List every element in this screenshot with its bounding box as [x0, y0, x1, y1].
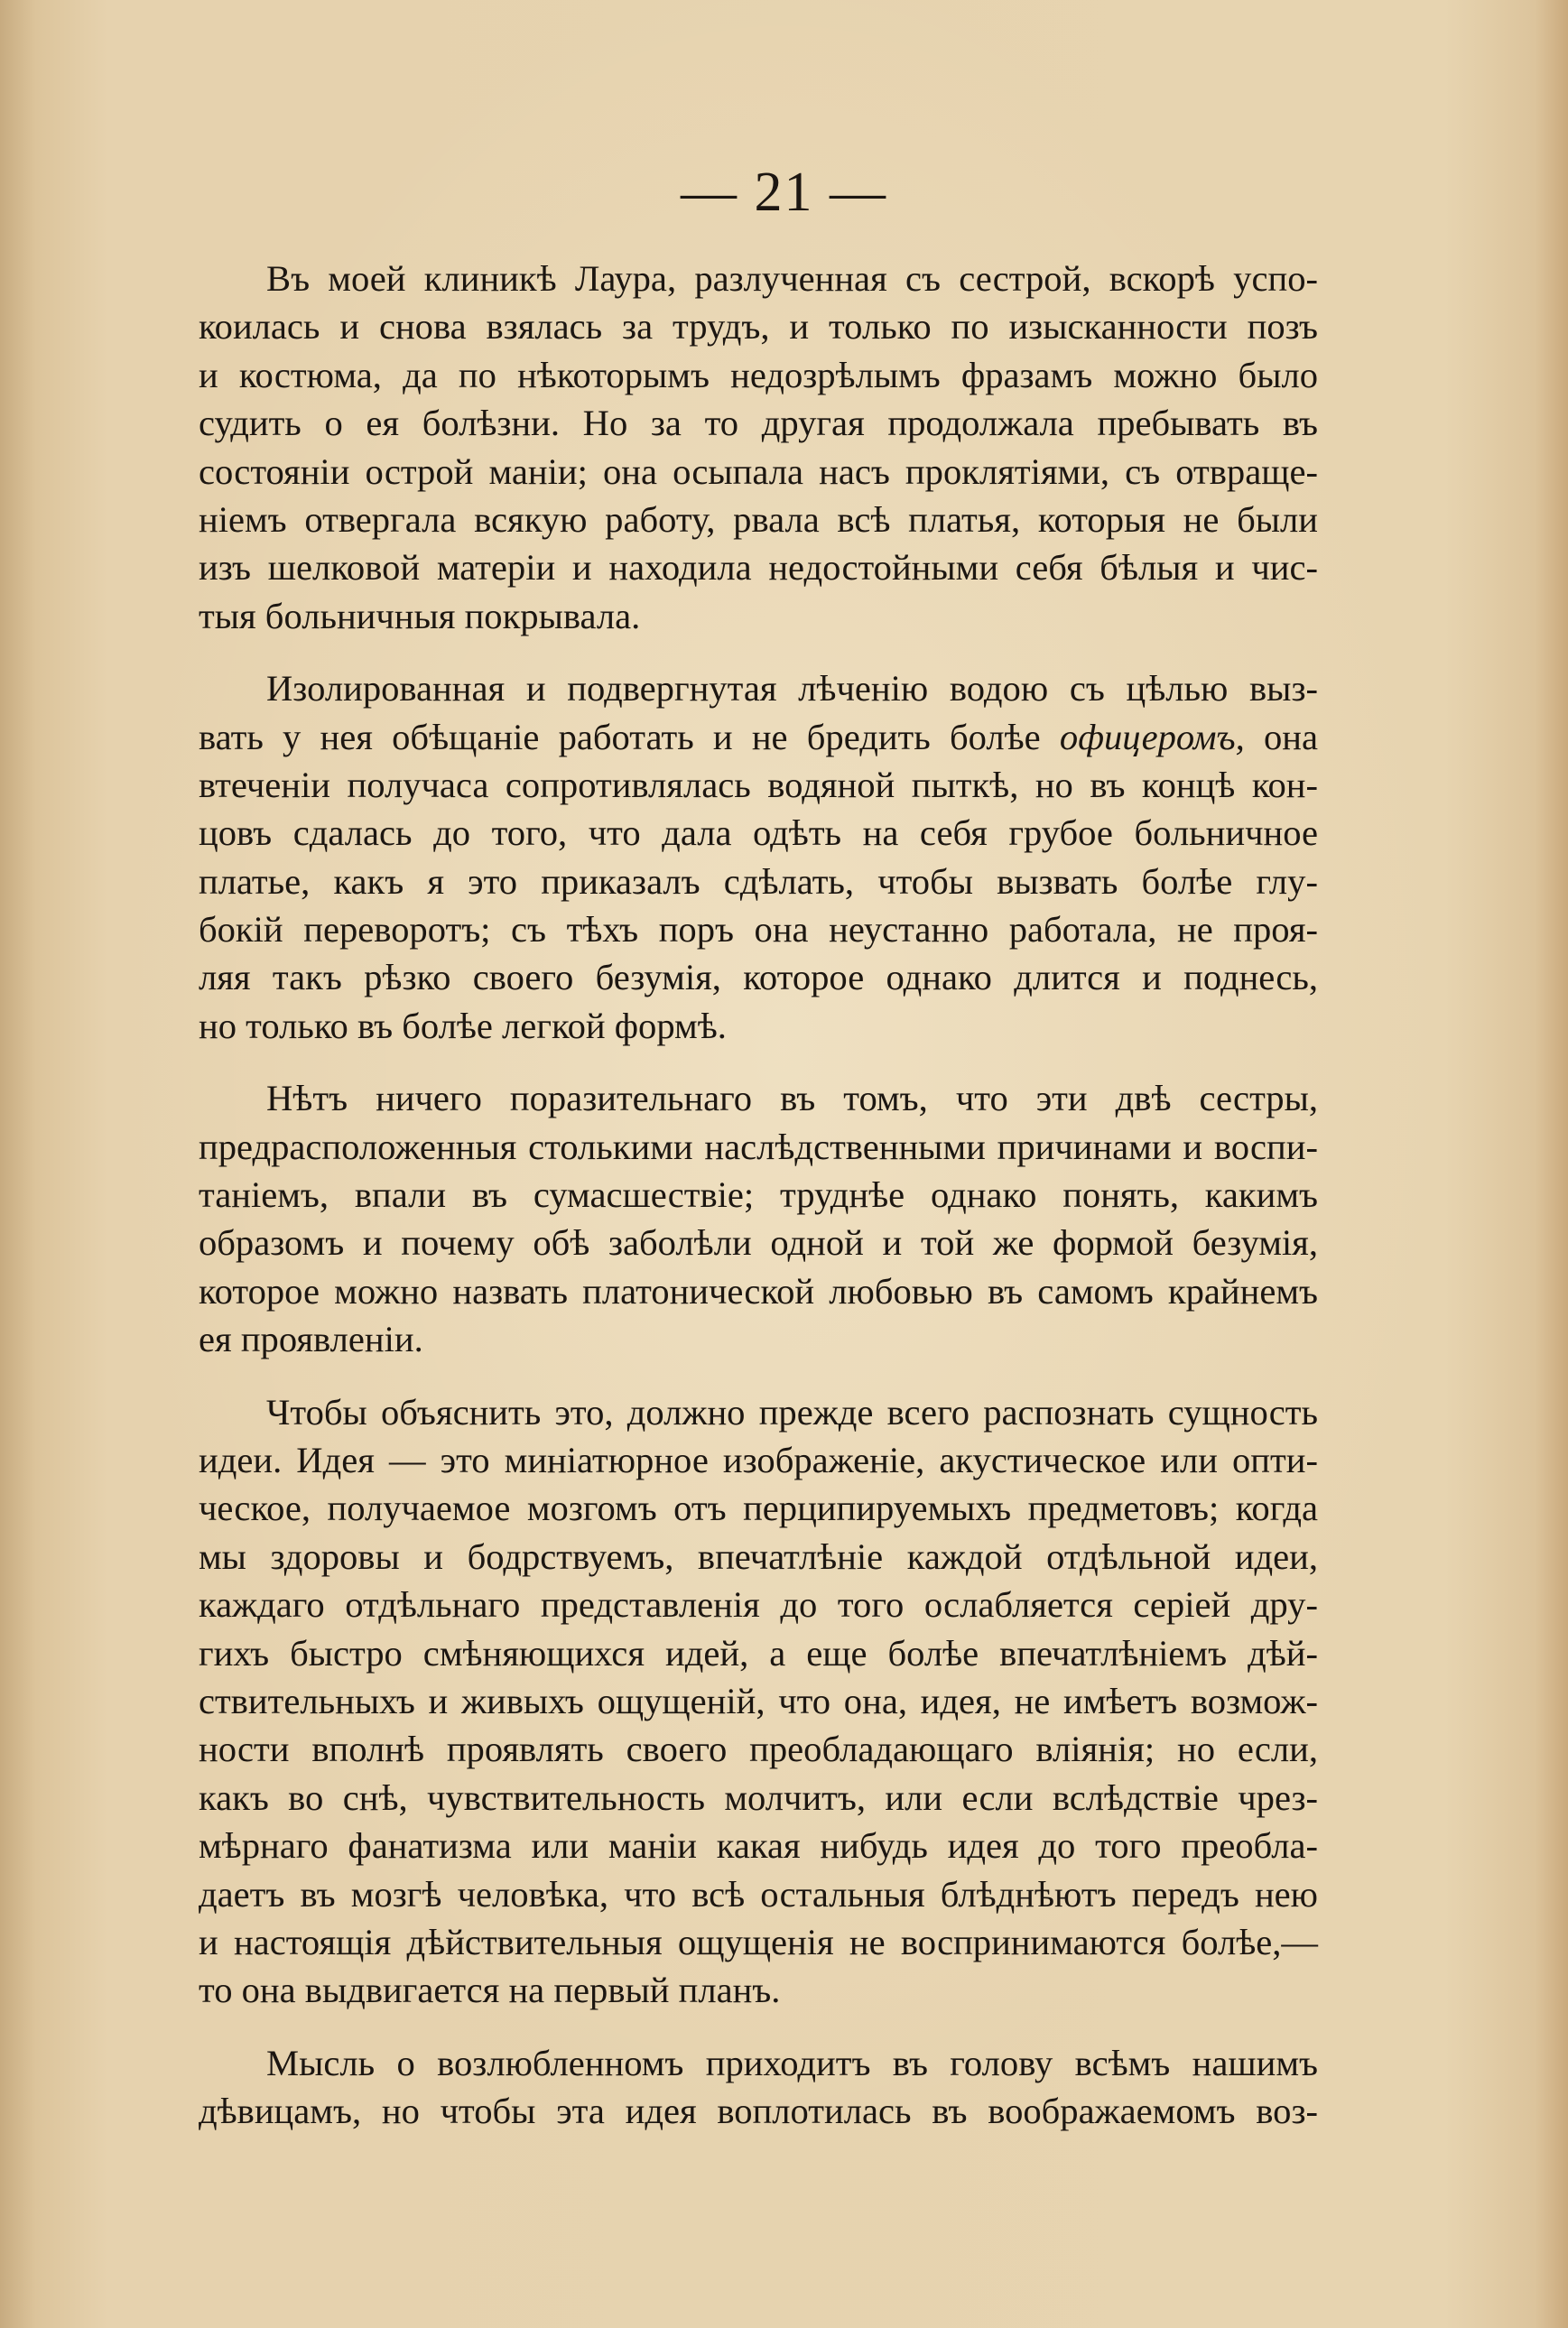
- text-line: таніемъ, впали въ сумасшествіе; труднѣе однако понять, какимъ: [199, 1174, 1318, 1216]
- text-line: ніемъ отвергала всякую работу, рвала всѣ платья, которыя не были: [199, 498, 1318, 540]
- paragraph-2: [199, 664, 1318, 1050]
- text-line: Мысль о возлюбленномъ приходитъ въ голову всѣмъ нашимъ: [266, 2042, 1318, 2083]
- text-line: цовъ сдалась до того, что дала одѣть на себя грубое больничное: [199, 812, 1318, 854]
- text-line: ности вполнѣ проявлять своего преобладающаго вліянія; но если,: [199, 1729, 1318, 1770]
- text-line: тыя больничныя покрывала.: [199, 595, 641, 636]
- paragraph-4: [199, 1388, 1318, 2015]
- text-line: Въ моей клиникѣ Лаура, разлученная съ сестрой, вскорѣ успо-: [266, 258, 1318, 299]
- text-line: платье, какъ я это приказалъ сдѣлать, чтобы вызвать болѣе глу-: [199, 860, 1318, 902]
- text-line: судить о ея болѣзни. Но за то другая продолжала пребывать въ: [199, 403, 1318, 444]
- text-line: мѣрнаго фанатизма или маніи какая нибудь идея до того преобла-: [199, 1825, 1318, 1867]
- text-line: даетъ въ мозгѣ человѣка, что всѣ остальныя блѣднѣютъ передъ нею: [199, 1873, 1318, 1915]
- paragraph-5: [199, 2039, 1318, 2136]
- text-line: Чтобы объяснить это, должно прежде всего распознать сущность: [266, 1391, 1318, 1433]
- text-line: и настоящія дѣйствительныя ощущенія не воспринимаются болѣе,—: [199, 1921, 1318, 1962]
- text-line: образомъ и почему обѣ заболѣли одной и той же формой безумія,: [199, 1222, 1318, 1264]
- text-line: Изолированная и подвергнутая лѣченію водою съ цѣлью выз-: [266, 668, 1318, 710]
- text-line: дѣвицамъ, но чтобы эта идея воплотилась въ воображаемомъ воз-: [199, 2091, 1318, 2132]
- text-line: и костюма, да по нѣкоторымъ недозрѣлымъ фразамъ можно было: [199, 354, 1318, 395]
- page-number: — 21 —: [681, 162, 887, 223]
- text-line: мы здоровы и бодрствуемъ, впечатлѣніе каждой отдѣльной идеи,: [199, 1535, 1318, 1577]
- text-line: ея проявленіи.: [199, 1319, 423, 1360]
- text-line: предрасположенныя столькими наслѣдственными причинами и воспи-: [199, 1126, 1318, 1167]
- text-line: ческое, получаемое мозгомъ отъ перципируемыхъ предметовъ; когда: [199, 1488, 1318, 1529]
- text-line: втеченіи получаса сопротивлялась водяной пыткѣ, но въ концѣ кон-: [199, 764, 1318, 805]
- body-text: [199, 255, 1318, 2135]
- text-line: но только въ болѣе легкой формѣ.: [199, 1005, 727, 1046]
- text-line: ствительныхъ и живыхъ ощущеній, что она, идея, не имѣетъ возмож-: [199, 1680, 1318, 1721]
- paragraph-1: [199, 255, 1318, 640]
- text-line-with-italic: [199, 713, 1318, 761]
- text-line: то она выдвигается на первый планъ.: [199, 1970, 781, 2011]
- text-line: которое можно назвать платонической любовью въ самомъ крайнемъ: [199, 1270, 1318, 1312]
- text-line: коилась и снова взялась за трудъ, и только по изысканности позъ: [199, 306, 1318, 348]
- text-line: бокій переворотъ; съ тѣхъ поръ она неустанно работала, не проя-: [199, 909, 1318, 951]
- paragraph-3: [199, 1074, 1318, 1363]
- text-segment: вать у нея обѣщаніе работать и не бредить болѣе: [199, 716, 1041, 757]
- text-line: ляя такъ рѣзко своего безумія, которое однако длится и поднесь,: [199, 957, 1318, 998]
- text-segment: она: [1263, 716, 1318, 757]
- text-line: каждаго отдѣльнаго представленія до того ослабляется серіей дру-: [199, 1584, 1318, 1626]
- text-line: Нѣтъ ничего поразительнаго въ томъ, что эти двѣ сестры,: [266, 1078, 1318, 1119]
- text-line: изъ шелковой матеріи и находила недостойными себя бѣлыя и чис-: [199, 547, 1318, 589]
- italic-word: офицеромъ,: [1059, 716, 1245, 757]
- text-line: состояніи острой маніи; она осыпала насъ проклятіями, съ отвраще-: [199, 450, 1318, 492]
- text-line: какъ во снѣ, чувствительность молчитъ, или если вслѣдствіе чрез-: [199, 1776, 1318, 1818]
- text-line: идеи. Идея — это миніатюрное изображеніе, акустическое или опти-: [199, 1439, 1318, 1480]
- text-line: гихъ быстро смѣняющихся идей, а еще болѣе впечатлѣніемъ дѣй-: [199, 1632, 1318, 1674]
